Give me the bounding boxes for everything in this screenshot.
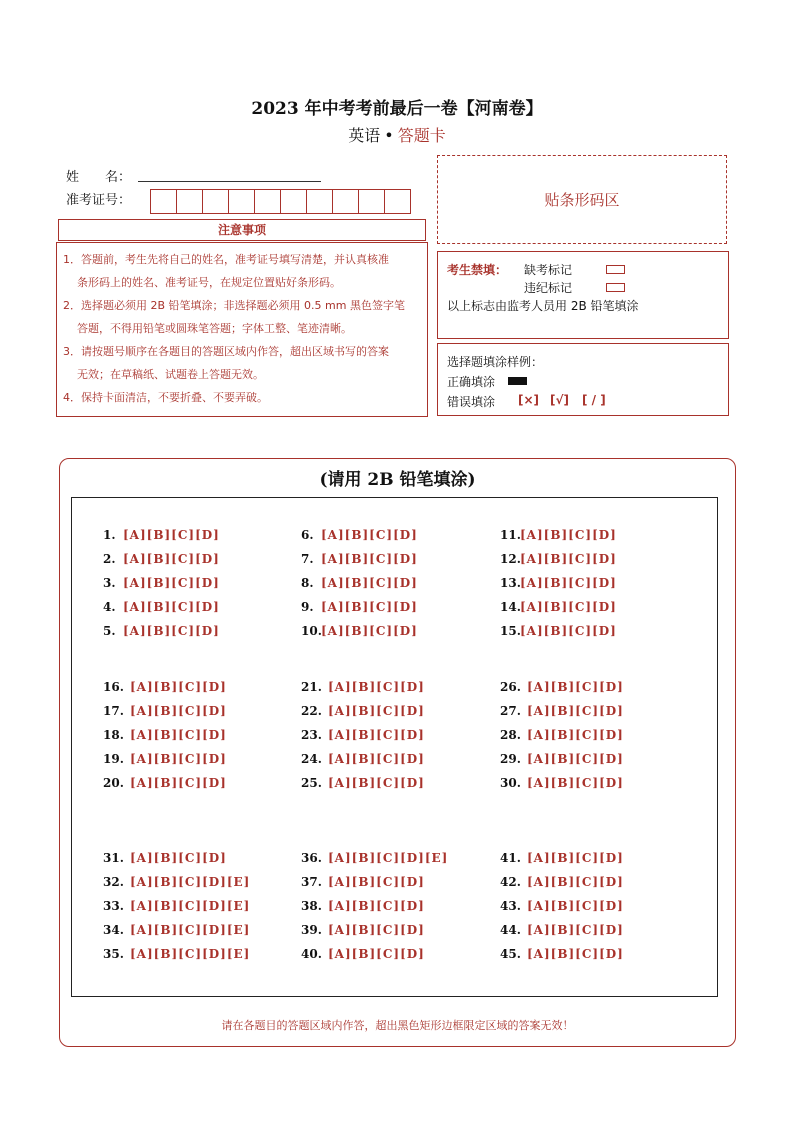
answer-grid-box	[71, 497, 718, 997]
answer-options[interactable]: [A][B][C][D]	[130, 728, 227, 742]
answer-options[interactable]: [A][B][C][D]	[520, 552, 617, 566]
answer-options[interactable]: [A][B][C][D]	[130, 680, 227, 694]
answer-options[interactable]: [A][B][C][D]	[328, 875, 425, 889]
note-line: 条形码上的姓名、准考证号，在规定位置贴好条形码。	[77, 276, 341, 289]
answer-options[interactable]: [A][B][C][D]	[527, 728, 624, 742]
question-number: 32.	[103, 875, 124, 889]
question-number: 11.	[500, 528, 521, 542]
question-row[interactable]	[103, 704, 227, 718]
question-number: 34.	[103, 923, 124, 937]
exam-id-box[interactable]	[228, 189, 255, 214]
fill-sample-box	[437, 343, 729, 416]
ban-label: 考生禁填：	[447, 263, 508, 277]
answer-options[interactable]: [A][B][C][D]	[328, 947, 425, 961]
note-line: 1．答题前，考生先将自己的姓名，准考证号填写清楚，并认真核准	[63, 253, 389, 266]
question-number: 40.	[301, 947, 322, 961]
question-number: 6.	[301, 528, 314, 542]
answer-options[interactable]: [A][B][C][D][E]	[130, 947, 251, 961]
question-row[interactable]	[301, 899, 425, 913]
card-name-label: 答题卡	[397, 126, 446, 145]
question-row[interactable]	[103, 728, 227, 742]
answer-options[interactable]: [A][B][C][D]	[527, 704, 624, 718]
question-row[interactable]	[301, 923, 425, 937]
answer-options[interactable]: [A][B][C][D]	[321, 552, 418, 566]
subtitle	[0, 123, 794, 146]
question-row[interactable]	[500, 923, 624, 937]
exam-id-box[interactable]	[332, 189, 359, 214]
answer-options[interactable]: [A][B][C][D]	[123, 600, 220, 614]
answer-options[interactable]: [A][B][C][D]	[130, 851, 227, 865]
answer-options[interactable]: [A][B][C][D]	[328, 728, 425, 742]
answer-options[interactable]: [A][B][C][D]	[321, 576, 418, 590]
note-line: 答题，不得用铅笔或圆珠笔答题；字体工整、笔迹清晰。	[77, 322, 352, 335]
answer-options[interactable]: [A][B][C][D]	[123, 624, 220, 638]
question-number: 5.	[103, 624, 116, 638]
answer-area-heading: (请用 2B 铅笔填涂)	[319, 470, 476, 490]
question-row[interactable]	[301, 624, 418, 638]
answer-options[interactable]: [A][B][C][D]	[328, 923, 425, 937]
question-row[interactable]	[301, 576, 418, 590]
question-row[interactable]	[301, 851, 448, 865]
question-number: 20.	[103, 776, 124, 790]
sample-title: 选择题填涂样例：	[447, 355, 544, 369]
question-row[interactable]	[301, 680, 425, 694]
note-line: 3．请按题号顺序在各题目的答题区域内作答，超出区域书写的答案	[63, 345, 389, 358]
question-row[interactable]	[103, 875, 250, 889]
question-row[interactable]	[301, 875, 425, 889]
answer-options[interactable]: [A][B][C][D]	[527, 776, 624, 790]
question-row[interactable]	[103, 552, 220, 566]
question-row[interactable]	[301, 600, 418, 614]
barcode-label: 贴条形码区	[544, 191, 620, 209]
question-number: 39.	[301, 923, 322, 937]
question-row[interactable]	[500, 576, 617, 590]
violation-mark-box[interactable]	[606, 283, 625, 292]
question-row[interactable]	[103, 851, 227, 865]
answer-options[interactable]: [A][B][C][D]	[321, 624, 418, 638]
question-row[interactable]	[301, 728, 425, 742]
question-row[interactable]	[103, 776, 227, 790]
question-number: 10.	[301, 624, 322, 638]
question-row[interactable]	[500, 528, 617, 542]
exam-id-box[interactable]	[150, 189, 177, 214]
question-row[interactable]	[103, 947, 250, 961]
question-number: 19.	[103, 752, 124, 766]
question-number: 23.	[301, 728, 322, 742]
question-row[interactable]	[500, 947, 624, 961]
separator-dot: •	[384, 126, 394, 145]
exam-id-box[interactable]	[280, 189, 307, 214]
answer-options[interactable]: [A][B][C][D][E]	[130, 875, 251, 889]
notes-box	[56, 242, 428, 417]
question-row[interactable]	[500, 680, 624, 694]
answer-options[interactable]: [A][B][C][D][E]	[130, 923, 251, 937]
exam-id-box[interactable]	[384, 189, 411, 214]
answer-options[interactable]: [A][B][C][D]	[321, 528, 418, 542]
answer-options[interactable]: [A][B][C][D]	[328, 680, 425, 694]
answer-options[interactable]: [A][B][C][D]	[130, 752, 227, 766]
question-number: 45.	[500, 947, 521, 961]
question-number: 28.	[500, 728, 521, 742]
question-number: 9.	[301, 600, 314, 614]
ban-note: 以上标志由监考人员用 2B 铅笔填涂	[447, 299, 639, 313]
answer-options[interactable]: [A][B][C][D]	[527, 680, 624, 694]
answer-options[interactable]: [A][B][C][D]	[123, 528, 220, 542]
note-line: 无效；在草稿纸、试题卷上答题无效。	[77, 368, 264, 381]
question-number: 22.	[301, 704, 322, 718]
note-line: 4．保持卡面清洁，不要折叠、不要弄破。	[63, 391, 268, 404]
question-row[interactable]	[500, 752, 624, 766]
question-number: 1.	[103, 528, 116, 542]
question-number: 36.	[301, 851, 322, 865]
note-line: 2．选择题必须用 2B 铅笔填涂；非选择题必须用 0.5 mm 黑色签字笔	[63, 299, 405, 312]
question-number: 44.	[500, 923, 521, 937]
correct-fill-sample	[508, 377, 527, 385]
exam-id-box[interactable]	[358, 189, 385, 214]
question-row[interactable]	[500, 899, 624, 913]
question-number: 27.	[500, 704, 521, 718]
question-row[interactable]	[103, 923, 250, 937]
question-number: 4.	[103, 600, 116, 614]
question-number: 18.	[103, 728, 124, 742]
question-row[interactable]	[500, 552, 617, 566]
answer-options[interactable]: [A][B][C][D][E]	[130, 899, 251, 913]
violation-label: 违纪标记	[524, 281, 573, 295]
answer-options[interactable]: [A][B][C][D]	[527, 875, 624, 889]
wrong-mark-slash: [ / ]	[582, 393, 606, 407]
question-number: 37.	[301, 875, 322, 889]
exam-id-box[interactable]	[176, 189, 203, 214]
correct-fill-label: 正确填涂	[447, 375, 496, 389]
question-number: 33.	[103, 899, 124, 913]
question-row[interactable]	[103, 624, 220, 638]
answer-options[interactable]: [A][B][C][D]	[130, 776, 227, 790]
subject-label: 英语	[348, 126, 381, 145]
question-number: 26.	[500, 680, 521, 694]
question-row[interactable]	[103, 600, 220, 614]
notes-title: 注意事项	[58, 219, 426, 241]
answer-options[interactable]: [A][B][C][D]	[328, 752, 425, 766]
name-label: 姓 名：	[66, 170, 132, 185]
answer-options[interactable]: [A][B][C][D]	[527, 899, 624, 913]
question-row[interactable]	[500, 624, 617, 638]
question-number: 31.	[103, 851, 124, 865]
exam-id-boxes[interactable]	[151, 189, 411, 214]
question-number: 8.	[301, 576, 314, 590]
question-number: 29.	[500, 752, 521, 766]
answer-options[interactable]: [A][B][C][D]	[527, 947, 624, 961]
question-number: 14.	[500, 600, 521, 614]
question-number: 12.	[500, 552, 521, 566]
absent-mark-box[interactable]	[606, 265, 625, 274]
answer-options[interactable]: [A][B][C][D]	[520, 528, 617, 542]
answer-options[interactable]: [A][B][C][D][E]	[328, 851, 449, 865]
page-title: 2023 年中考考前最后一卷【河南卷】	[251, 99, 543, 119]
question-number: 21.	[301, 680, 322, 694]
answer-options[interactable]: [A][B][C][D]	[328, 776, 425, 790]
question-row[interactable]	[103, 899, 250, 913]
absent-label: 缺考标记	[524, 263, 573, 277]
footer-warning: 请在各题目的答题区域内作答，超出黑色矩形边框限定区域的答案无效！	[221, 1019, 574, 1032]
answer-options[interactable]: [A][B][C][D]	[520, 600, 617, 614]
answer-options[interactable]: [A][B][C][D]	[328, 899, 425, 913]
exam-id-box[interactable]	[254, 189, 281, 214]
question-number: 41.	[500, 851, 521, 865]
wrong-fill-label: 错误填涂	[447, 395, 496, 409]
question-number: 2.	[103, 552, 116, 566]
question-row[interactable]	[301, 528, 418, 542]
question-number: 17.	[103, 704, 124, 718]
question-row[interactable]	[103, 528, 220, 542]
question-row[interactable]	[500, 704, 624, 718]
question-row[interactable]	[301, 704, 425, 718]
exam-id-box[interactable]	[202, 189, 229, 214]
exam-id-box[interactable]	[306, 189, 333, 214]
answer-options[interactable]: [A][B][C][D]	[321, 600, 418, 614]
question-number: 7.	[301, 552, 314, 566]
question-row[interactable]	[500, 875, 624, 889]
answer-options[interactable]: [A][B][C][D]	[123, 552, 220, 566]
question-row[interactable]	[103, 680, 227, 694]
question-number: 35.	[103, 947, 124, 961]
name-input-line[interactable]	[138, 181, 321, 182]
answer-options[interactable]: [A][B][C][D]	[520, 576, 617, 590]
question-number: 25.	[301, 776, 322, 790]
answer-options[interactable]: [A][B][C][D]	[130, 704, 227, 718]
question-number: 38.	[301, 899, 322, 913]
answer-options[interactable]: [A][B][C][D]	[328, 704, 425, 718]
question-number: 24.	[301, 752, 322, 766]
question-row[interactable]	[301, 947, 425, 961]
answer-options[interactable]: [A][B][C][D]	[527, 851, 624, 865]
question-number: 13.	[500, 576, 521, 590]
question-number: 30.	[500, 776, 521, 790]
answer-options[interactable]: [A][B][C][D]	[527, 752, 624, 766]
question-row[interactable]	[301, 552, 418, 566]
barcode-area	[437, 155, 727, 244]
question-row[interactable]	[103, 576, 220, 590]
answer-options[interactable]: [A][B][C][D]	[123, 576, 220, 590]
question-row[interactable]	[103, 752, 227, 766]
question-row[interactable]	[500, 851, 624, 865]
question-row[interactable]	[301, 776, 425, 790]
question-row[interactable]	[500, 600, 617, 614]
answer-options[interactable]: [A][B][C][D]	[520, 624, 617, 638]
wrong-mark-cross: [×]	[518, 393, 540, 407]
question-number: 15.	[500, 624, 521, 638]
question-number: 3.	[103, 576, 116, 590]
answer-options[interactable]: [A][B][C][D]	[527, 923, 624, 937]
question-row[interactable]	[500, 728, 624, 742]
question-number: 43.	[500, 899, 521, 913]
question-row[interactable]	[301, 752, 425, 766]
wrong-mark-check: [√]	[550, 393, 569, 407]
exam-id-label: 准考证号：	[66, 193, 132, 208]
question-row[interactable]	[500, 776, 624, 790]
proctor-marks-box	[437, 251, 729, 339]
question-number: 16.	[103, 680, 124, 694]
question-number: 42.	[500, 875, 521, 889]
